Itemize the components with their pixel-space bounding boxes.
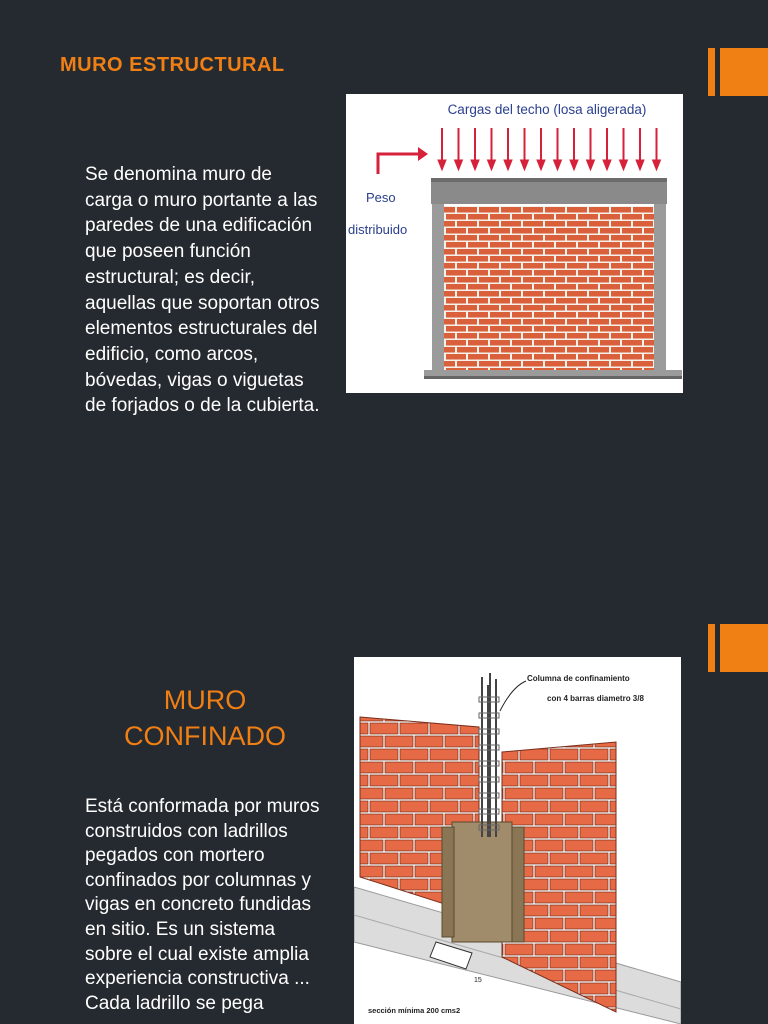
load-arrow-head [488,160,496,170]
slide-muro-confinado [0,600,768,1024]
section-label: sección mínima 200 cms2 [368,1006,461,1015]
column-label-1: Columna de confinamiento [527,674,630,683]
side-label-peso: Peso [366,190,396,205]
accent-bars [708,48,768,96]
accent-bar-thin [708,624,715,672]
side-label-distribuido: distribuido [348,222,408,237]
accent-bar-thick [720,624,768,672]
column-formwork [452,822,512,942]
slide-title: MURO ESTRUCTURAL [60,54,285,76]
load-arrow-head [636,160,644,170]
accent-bar-thick [720,48,768,96]
load-arrow-head [504,160,512,170]
load-arrow-head [554,160,562,170]
accent-bars [708,624,768,672]
right-column [654,204,666,374]
accent-bar-thin [708,48,715,96]
slide-body-text: Está conformada por muros construidos con ladrillos pegados con mortero confinados por columnas y vigas en concreto fundidas en sitio. Es un sistema sobre el cual existe amplia experiencia constructiva ... Cada ladrillo se pega [85,796,320,1014]
load-arrow-head [603,160,611,170]
load-arrow-head [587,160,595,170]
load-arrow-head [620,160,628,170]
load-arrow-head [570,160,578,170]
rebars [482,673,496,837]
load-arrow-head [471,160,479,170]
load-arrow-head [438,160,446,170]
brick-wall [444,206,654,374]
column-label-2: con 4 barras diametro 3/8 [547,694,644,703]
load-arrows [438,128,661,170]
load-arrow-head [653,160,661,170]
load-arrow-head [455,160,463,170]
load-arrow-head [537,160,545,170]
load-bearing-wall-diagram [346,94,683,393]
confined-wall-diagram [354,657,681,1024]
left-column [432,204,444,374]
svg-text:15: 15 [474,977,482,984]
slide-title: MURO CONFINADO [124,685,286,751]
load-label: Cargas del techo (losa aligerada) [447,102,647,117]
slide-body-text: Se denomina muro de carga o muro portante a las paredes de una edificación que poseen función estructural; es decir, aquellas que soportan otros elementos estructurales del edificio, como arcos, bóvedas, vigas o viguetas de forjados o de la cubierta. [85,164,320,417]
load-arrow-head [521,160,529,170]
